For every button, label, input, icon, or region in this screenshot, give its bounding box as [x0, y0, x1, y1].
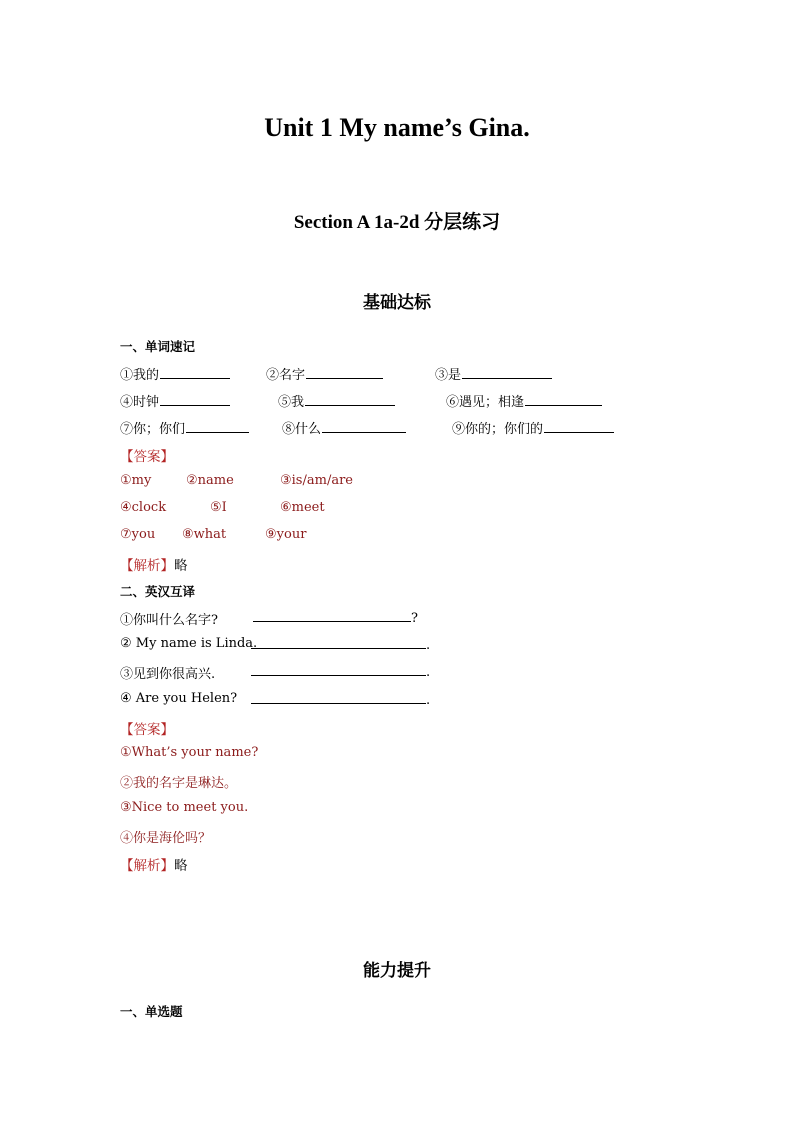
answer-label: 【答案】 [120, 722, 174, 738]
answer-item: ④你是海伦吗？ [120, 831, 212, 846]
answer-item: ⑧what [182, 527, 227, 542]
explanation: 【解析】略 [120, 558, 188, 574]
part2-heading: 能力提升 [363, 961, 431, 981]
blank-line [305, 393, 395, 406]
translation-question-3: ③见到你很高兴. [120, 667, 216, 682]
vocab-item-1: ①我的 [120, 364, 230, 383]
vocab-item-3: ③是 [435, 364, 552, 383]
answer-item: ①my [120, 473, 152, 488]
translation-question-2: ② My name is Linda. [120, 636, 258, 651]
translation-answer-line-2: . [250, 636, 430, 653]
vocab-item-6: ⑥遇见；相逢 [446, 391, 602, 410]
blank-line [253, 609, 411, 622]
translation-question-1: ①你叫什么名字? [120, 613, 218, 628]
blank-line [251, 691, 426, 704]
section3-title: 一、单选题 [120, 1004, 183, 1019]
answer-item: ③Nice to meet you. [120, 800, 249, 815]
answer-item: ①What’s your name? [120, 745, 259, 760]
blank-line [462, 366, 552, 379]
section-subtitle: Section A 1a-2d 分层练习 [293, 212, 501, 233]
answer-item: ④clock [120, 500, 167, 515]
translation-answer-line-4: . [250, 691, 430, 708]
vocab-item-2: ②名字 [266, 364, 383, 383]
blank-line [544, 420, 614, 433]
blank-line [306, 366, 383, 379]
section2-title: 二、英汉互译 [120, 584, 196, 599]
explanation: 【解析】略 [120, 858, 188, 874]
blank-line [160, 366, 230, 379]
vocab-item-8: ⑧什么 [282, 418, 406, 437]
part1-heading: 基础达标 [363, 293, 431, 313]
answer-item: ②我的名字是琳达。 [120, 776, 238, 791]
answer-label: 【答案】 [120, 449, 174, 465]
answer-item: ③is/am/are [280, 473, 353, 488]
answer-item: ⑦you [120, 527, 156, 542]
blank-line [322, 420, 406, 433]
blank-line [251, 663, 426, 676]
vocab-item-5: ⑤我 [278, 391, 395, 410]
answer-item: ⑨your [265, 527, 307, 542]
blank-line [525, 393, 602, 406]
answer-item: ②name [186, 473, 234, 488]
vocab-item-9: ⑨你的；你们的 [452, 418, 614, 437]
answer-item: ⑥meet [280, 500, 325, 515]
translation-question-4: ④ Are you Helen? [120, 691, 238, 706]
blank-line [251, 636, 426, 649]
vocab-item-4: ④时钟 [120, 391, 230, 410]
page-title: Unit 1 My name’s Gina. [264, 113, 530, 142]
answer-item: ⑤I [210, 500, 227, 515]
blank-line [160, 393, 230, 406]
section1-title: 一、单词速记 [120, 339, 196, 354]
vocab-item-7: ⑦你；你们 [120, 418, 249, 437]
translation-answer-line-3: . [250, 663, 430, 680]
blank-line [186, 420, 249, 433]
translation-answer-line-1: ? [252, 609, 418, 626]
